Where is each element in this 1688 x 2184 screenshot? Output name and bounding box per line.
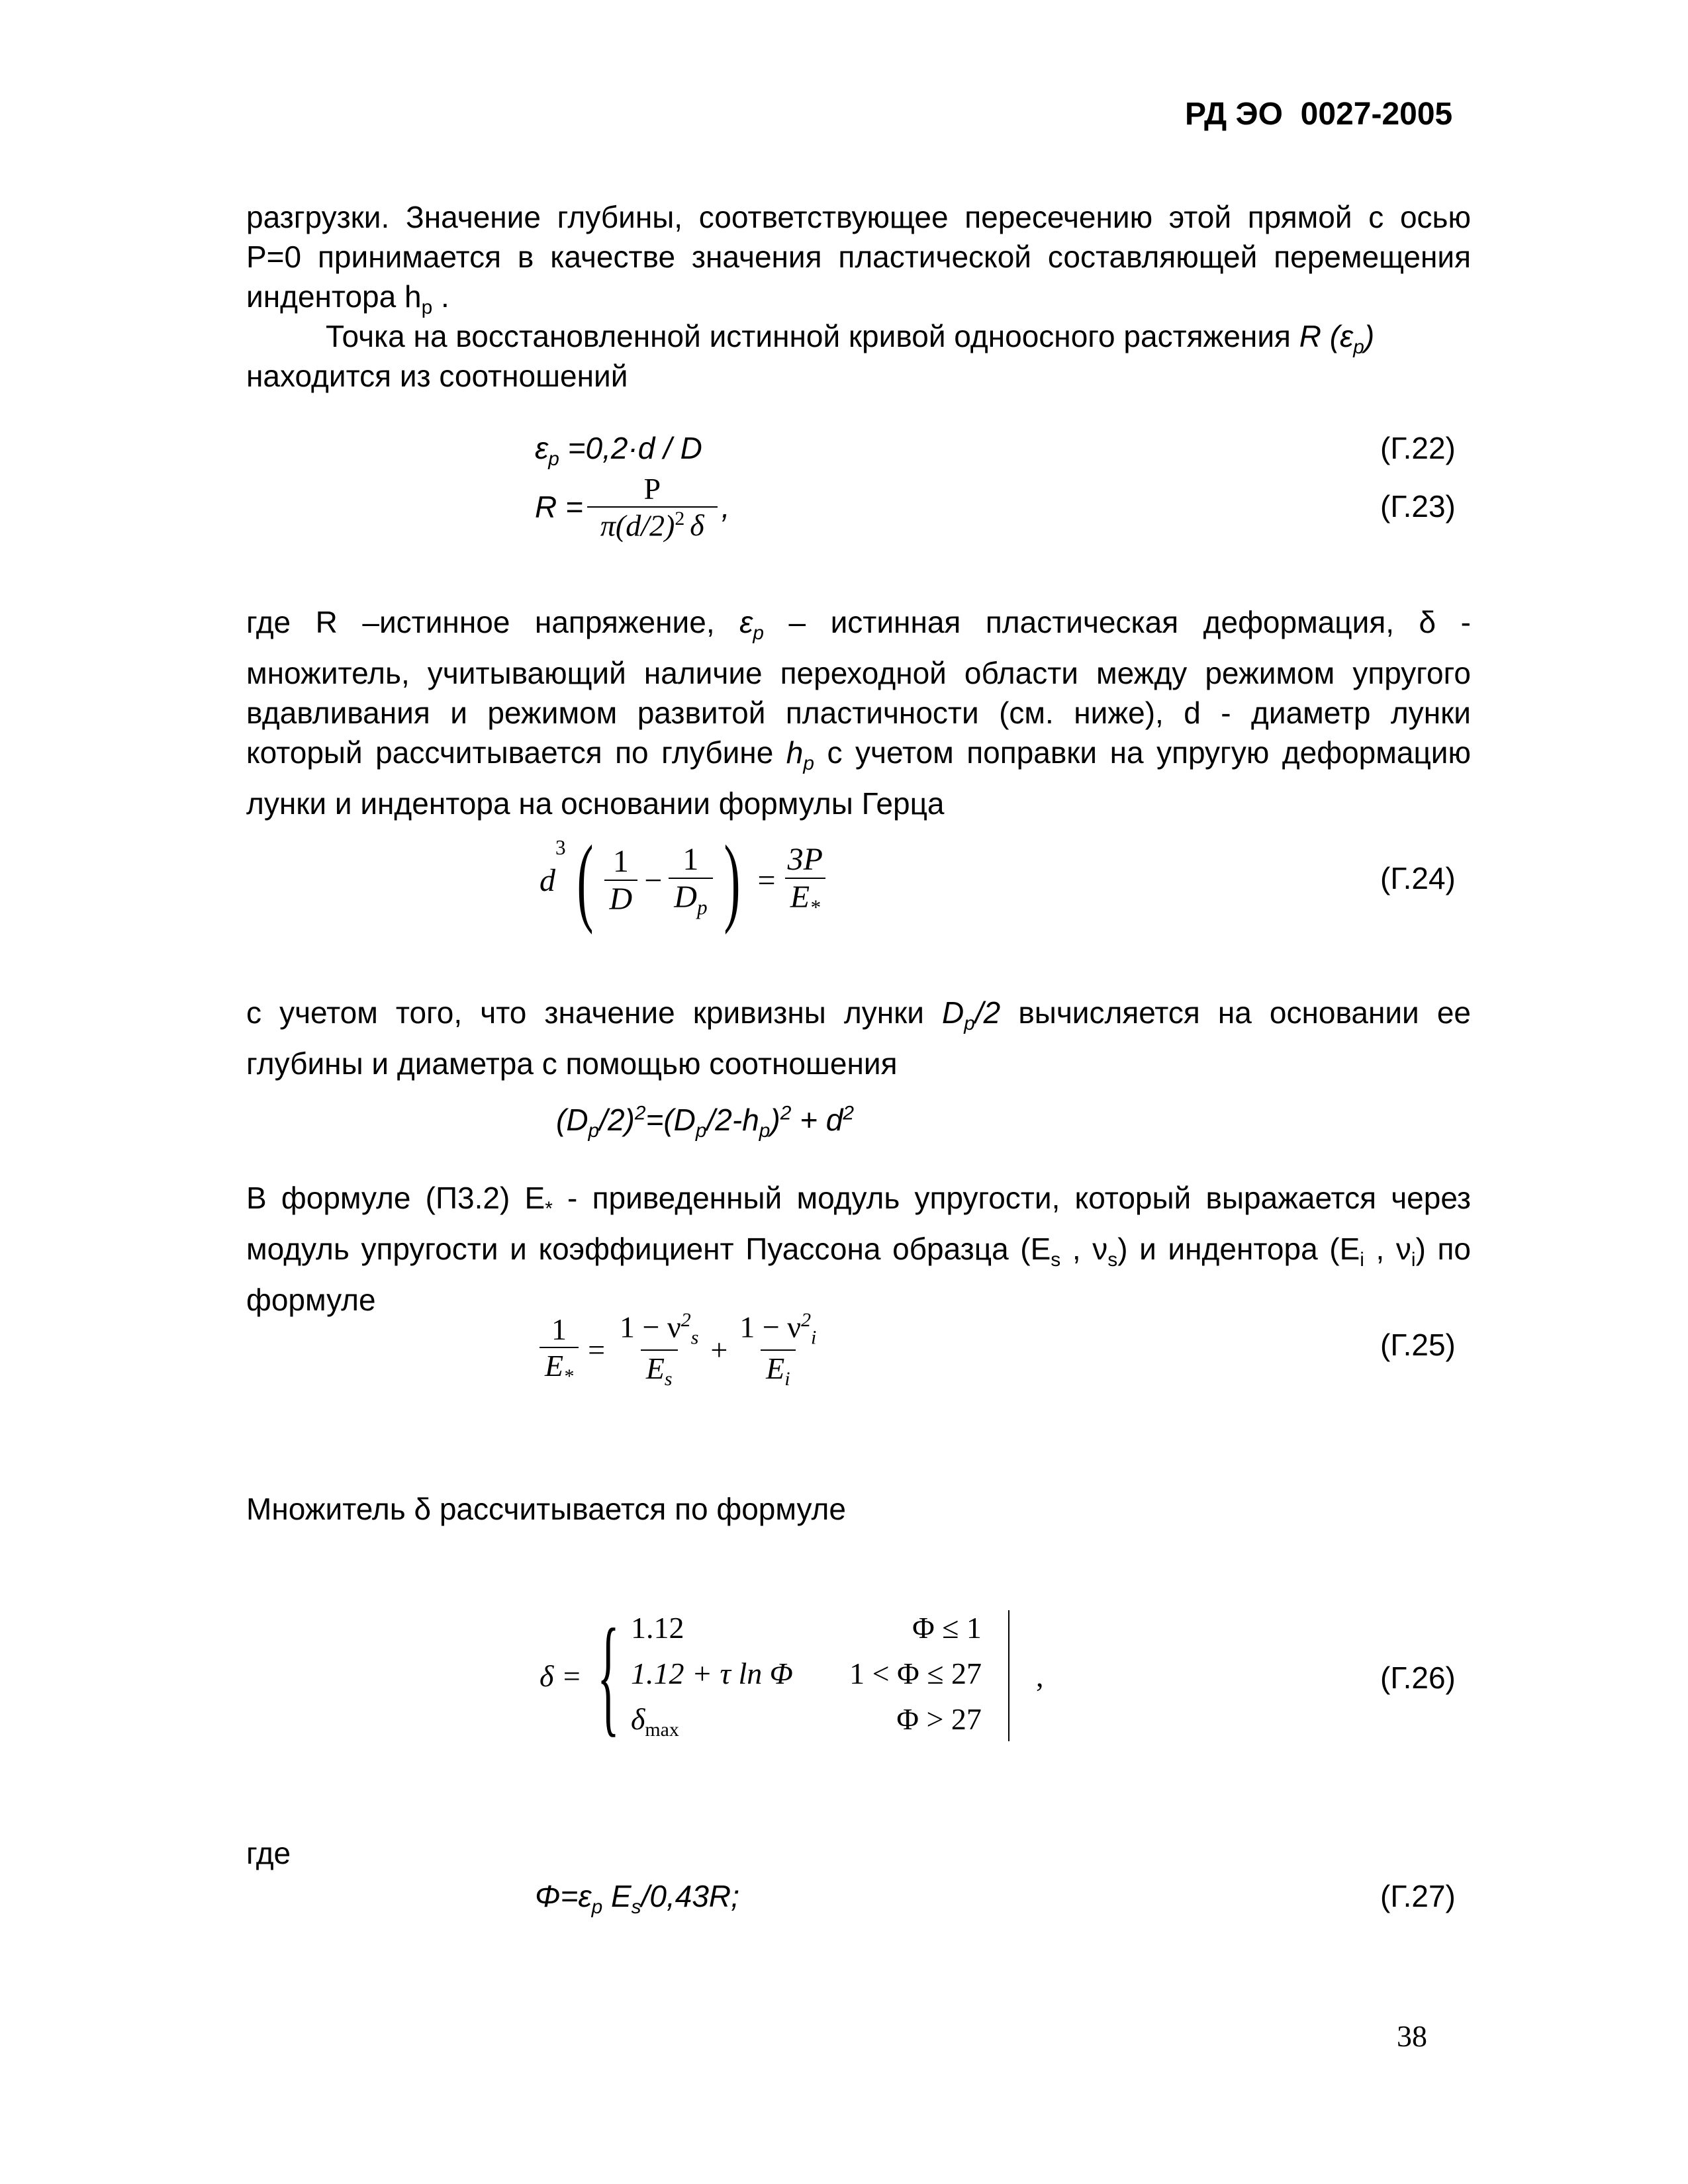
left-brace: { xyxy=(597,1602,620,1749)
document-code: РД ЭО 0027-2005 xyxy=(1185,97,1453,132)
left-paren: ( xyxy=(577,825,594,935)
paragraph-where: где xyxy=(246,1836,291,1870)
paragraph-delta-factor: Множитель δ рассчитывается по формуле xyxy=(246,1492,846,1526)
piecewise-cases xyxy=(631,1610,1009,1741)
equation-g24: d 3 ( $\frac{1}{D}$ − $\frac{1}{D_p}$ ) = $\frac{3P}{E_*}$ xyxy=(539,831,828,930)
paragraph-definitions: где R –истинное напряжение, $\varepsilon_p$ – истинная пластическая деформация, δ - множитель, учитывающий наличие переходной области между режимом упругого вдавливания и режимом развитой пластичности (см. ниже), d - диаметр лунки который рассчитывается по глубине $h_p$ с учетом поправки на упругую деформацию лунки и индентора на основании формулы Герца xyxy=(246,605,1471,821)
fraction: $\frac{1 - \nu^2_i}{E_i}$ xyxy=(739,1309,817,1390)
equation-g22: $\varepsilon_p =0,2\cdot d / D$ xyxy=(535,431,702,471)
equation-number-g26: (Г.26) xyxy=(1380,1661,1456,1695)
case-value-2: 1.12 + τ ln Φ xyxy=(630,1656,793,1690)
fraction: $\frac{1}{D}$ xyxy=(604,843,638,917)
case-cond-1: Φ ≤ 1 xyxy=(912,1610,982,1645)
equation-g26: δ = { 1.12 Φ ≤ 1 1.12 + τ ln Φ 1 < Φ ≤ 27 $\delta_{max}$ Φ > 27 , xyxy=(539,1602,1044,1749)
case-value-3: $\delta_{max}$ xyxy=(630,1702,679,1741)
equation-number-g27: (Г.27) xyxy=(1380,1879,1456,1913)
equation-curvature: $(D_p/2)^2=(D_p/2-h_p)^2 + d^2$ xyxy=(556,1102,854,1142)
paragraph-reduced-modulus: В формуле (П3.2) $Е_*$ - приведенный модуль упругости, который выражается через модуль упругости и коэффициент Пуассона образца ($E_s$ , $\nu_s$) и индентора ($E_i$ , $\nu_i$) по формуле xyxy=(246,1181,1471,1318)
equation-number-g24: (Г.24) xyxy=(1380,861,1456,895)
equation-g27: $\Phi=\varepsilon_p$ $E_s/0,43R$; xyxy=(535,1879,739,1919)
paragraph-curvature: с учетом того, что значение кривизны лунки $D_p/2$ вычисляется на основании ее глубины и диаметра с помощью соотношения xyxy=(246,995,1471,1081)
fraction: $\frac{3P}{E_*}$ xyxy=(782,841,828,920)
equation-number-g25: (Г.25) xyxy=(1380,1328,1456,1362)
case-cond-2: 1 < Φ ≤ 27 xyxy=(849,1656,982,1690)
fraction: $\frac{P}{\pi(d/2)^2 \delta}$ xyxy=(587,471,718,543)
case-cond-3: Φ > 27 xyxy=(896,1702,982,1736)
equation-g25: $\frac{1}{E_*}$ = $\frac{1 - \nu^2_s}{E_s}$ + $\frac{1 - \nu^2_i}{E_i}$ xyxy=(539,1309,821,1390)
fraction: $\frac{1 - \nu^2_s}{E_s}$ xyxy=(620,1309,699,1390)
paragraph-true-curve: Точка на восстановленной истинной кривой одноосного растяжения R $(\varepsilon_p)$ xyxy=(326,319,1375,359)
equation-g23: R = $\frac{P}{\pi(d/2)^2 \delta}$ , xyxy=(535,472,730,543)
right-paren: ) xyxy=(724,825,741,935)
equation-number-g23: (Г.23) xyxy=(1380,489,1456,523)
paragraph-unloading: разгрузки. Значение глубины, соответствующее пересечению этой прямой с осью Р=0 принимается в качестве значения пластической составляющей перемещения индентора $h_р$ . xyxy=(246,200,1471,319)
fraction: $\frac{1}{E_*}$ xyxy=(539,1312,579,1388)
equation-number-g22: (Г.22) xyxy=(1380,431,1456,465)
case-value-1: 1.12 xyxy=(630,1610,684,1645)
page-number: 38 xyxy=(1397,2019,1427,2053)
fraction: $\frac{1}{D_p}$ xyxy=(669,841,712,920)
paragraph-true-curve-cont: находится из соотношений xyxy=(246,359,628,393)
